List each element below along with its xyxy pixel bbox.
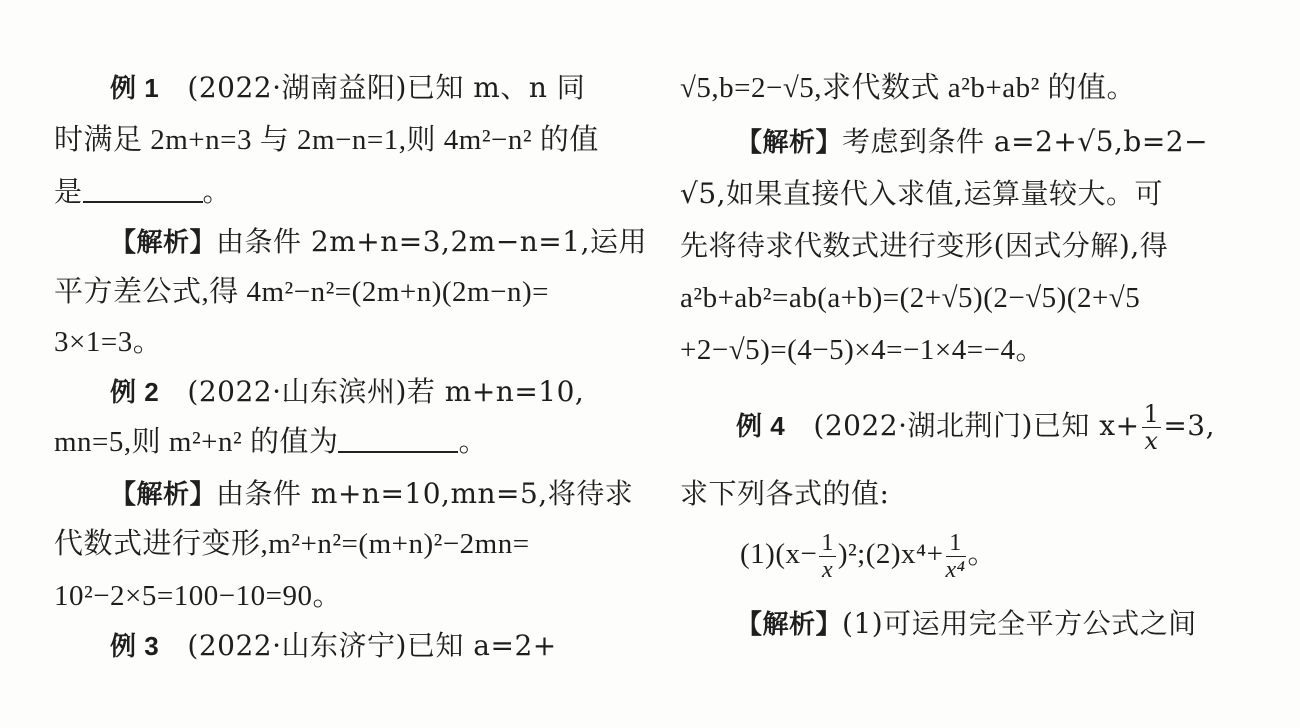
example-1-solution-line-1 <box>110 222 647 262</box>
example-4-solution-text-1: (1)可运用完全平方公式之间 <box>842 607 1197 640</box>
example-2-solution-line-1 <box>110 474 633 514</box>
answer-blank-2[interactable] <box>338 425 458 453</box>
example-1-line-3 <box>54 172 231 212</box>
example-2-line-2 <box>54 422 488 462</box>
example-1-text-3: 是 <box>54 175 83 208</box>
example-1-line-2: 时满足 2m+n=3 与 2m−n=1,则 4m²−n² 的值 <box>54 124 599 156</box>
question-2-post: 。 <box>967 538 998 570</box>
answer-blank-1[interactable] <box>83 175 203 203</box>
example-2-label: 例 2 <box>110 377 160 407</box>
example-3-solution-line-2: √5,如果直接代入求值,运算量较大。可 <box>680 177 1163 210</box>
example-3-line-1 <box>110 626 557 666</box>
example-4-solution-label: 【解析】 <box>736 609 843 639</box>
question-1-numerator: 1 <box>821 529 834 556</box>
question-1-post: )²;(2)x⁴+ <box>837 538 944 570</box>
question-2-fraction <box>946 530 966 583</box>
example-2-line-1 <box>110 372 584 412</box>
example-4-questions <box>740 524 997 584</box>
question-2-denominator: x⁴ <box>945 556 966 583</box>
example-4-line-2: 求下列各式的值: <box>680 477 890 510</box>
example-1-end: 。 <box>202 175 232 208</box>
example-1-text-1: (2022·湖南益阳)已知 m、n 同 <box>187 71 586 104</box>
question-2-numerator: 1 <box>946 530 966 557</box>
example-3-solution-label: 【解析】 <box>736 127 843 157</box>
question-1-pre: (1)(x− <box>740 538 818 570</box>
example-3-solution-line-3: 先将待求代数式进行变形(因式分解),得 <box>680 229 1169 262</box>
example-2-solution-text-1: 由条件 m+n=10,mn=5,将待求 <box>216 477 634 510</box>
example-1-solution-line-3: 3×1=3。 <box>54 326 163 358</box>
example-1-solution-text-1: 由条件 2m+n=3,2m−n=1,运用 <box>216 225 647 258</box>
example-3-text-1: (2022·山东济宁)已知 a=2+ <box>187 629 557 662</box>
example-2-solution-line-2: 代数式进行变形,m²+n²=(m+n)²−2mn= <box>54 528 530 560</box>
question-1-denominator: x <box>822 556 834 583</box>
fraction-1-over-x <box>1142 401 1162 454</box>
example-3-solution-line-1 <box>736 122 1208 162</box>
example-3-solution-line-5: +2−√5)=(4−5)×4=−1×4=−4。 <box>680 334 1045 366</box>
fraction-denominator: x <box>1144 427 1159 455</box>
example-4-line-1 <box>736 398 1215 454</box>
example-3-solution-text-1: 考虑到条件 a=2+√5,b=2− <box>842 125 1209 158</box>
example-2-solution-label: 【解析】 <box>110 479 217 509</box>
example-3-solution-line-4: a²b+ab²=ab(a+b)=(2+√5)(2−√5)(2+√5 <box>680 282 1141 314</box>
example-4-text-1a: (2022·湖北荆门)已知 x+ <box>813 409 1140 442</box>
question-1-fraction <box>819 530 836 583</box>
example-1-solution-label: 【解析】 <box>110 227 217 257</box>
example-3-line-2: √5,b=2−√5,求代数式 a²b+ab² 的值。 <box>680 72 1137 104</box>
example-3-label: 例 3 <box>110 631 160 661</box>
example-2-solution-line-3: 10²−2×5=100−10=90。 <box>54 580 342 612</box>
example-2-text-2: mn=5,则 m²+n² 的值为 <box>54 426 339 458</box>
example-2-end: 。 <box>458 426 488 458</box>
example-1-solution-line-2: 平方差公式,得 4m²−n²=(2m+n)(2m−n)= <box>54 276 549 308</box>
fraction-numerator: 1 <box>1143 400 1160 428</box>
example-1-line-1 <box>110 68 585 108</box>
example-4-label: 例 4 <box>736 411 786 441</box>
example-4-text-1b: =3, <box>1163 409 1216 442</box>
example-1-label: 例 1 <box>110 73 160 103</box>
example-2-text-1: (2022·山东滨州)若 m+n=10, <box>187 375 585 408</box>
example-4-solution-line-1 <box>736 604 1197 644</box>
